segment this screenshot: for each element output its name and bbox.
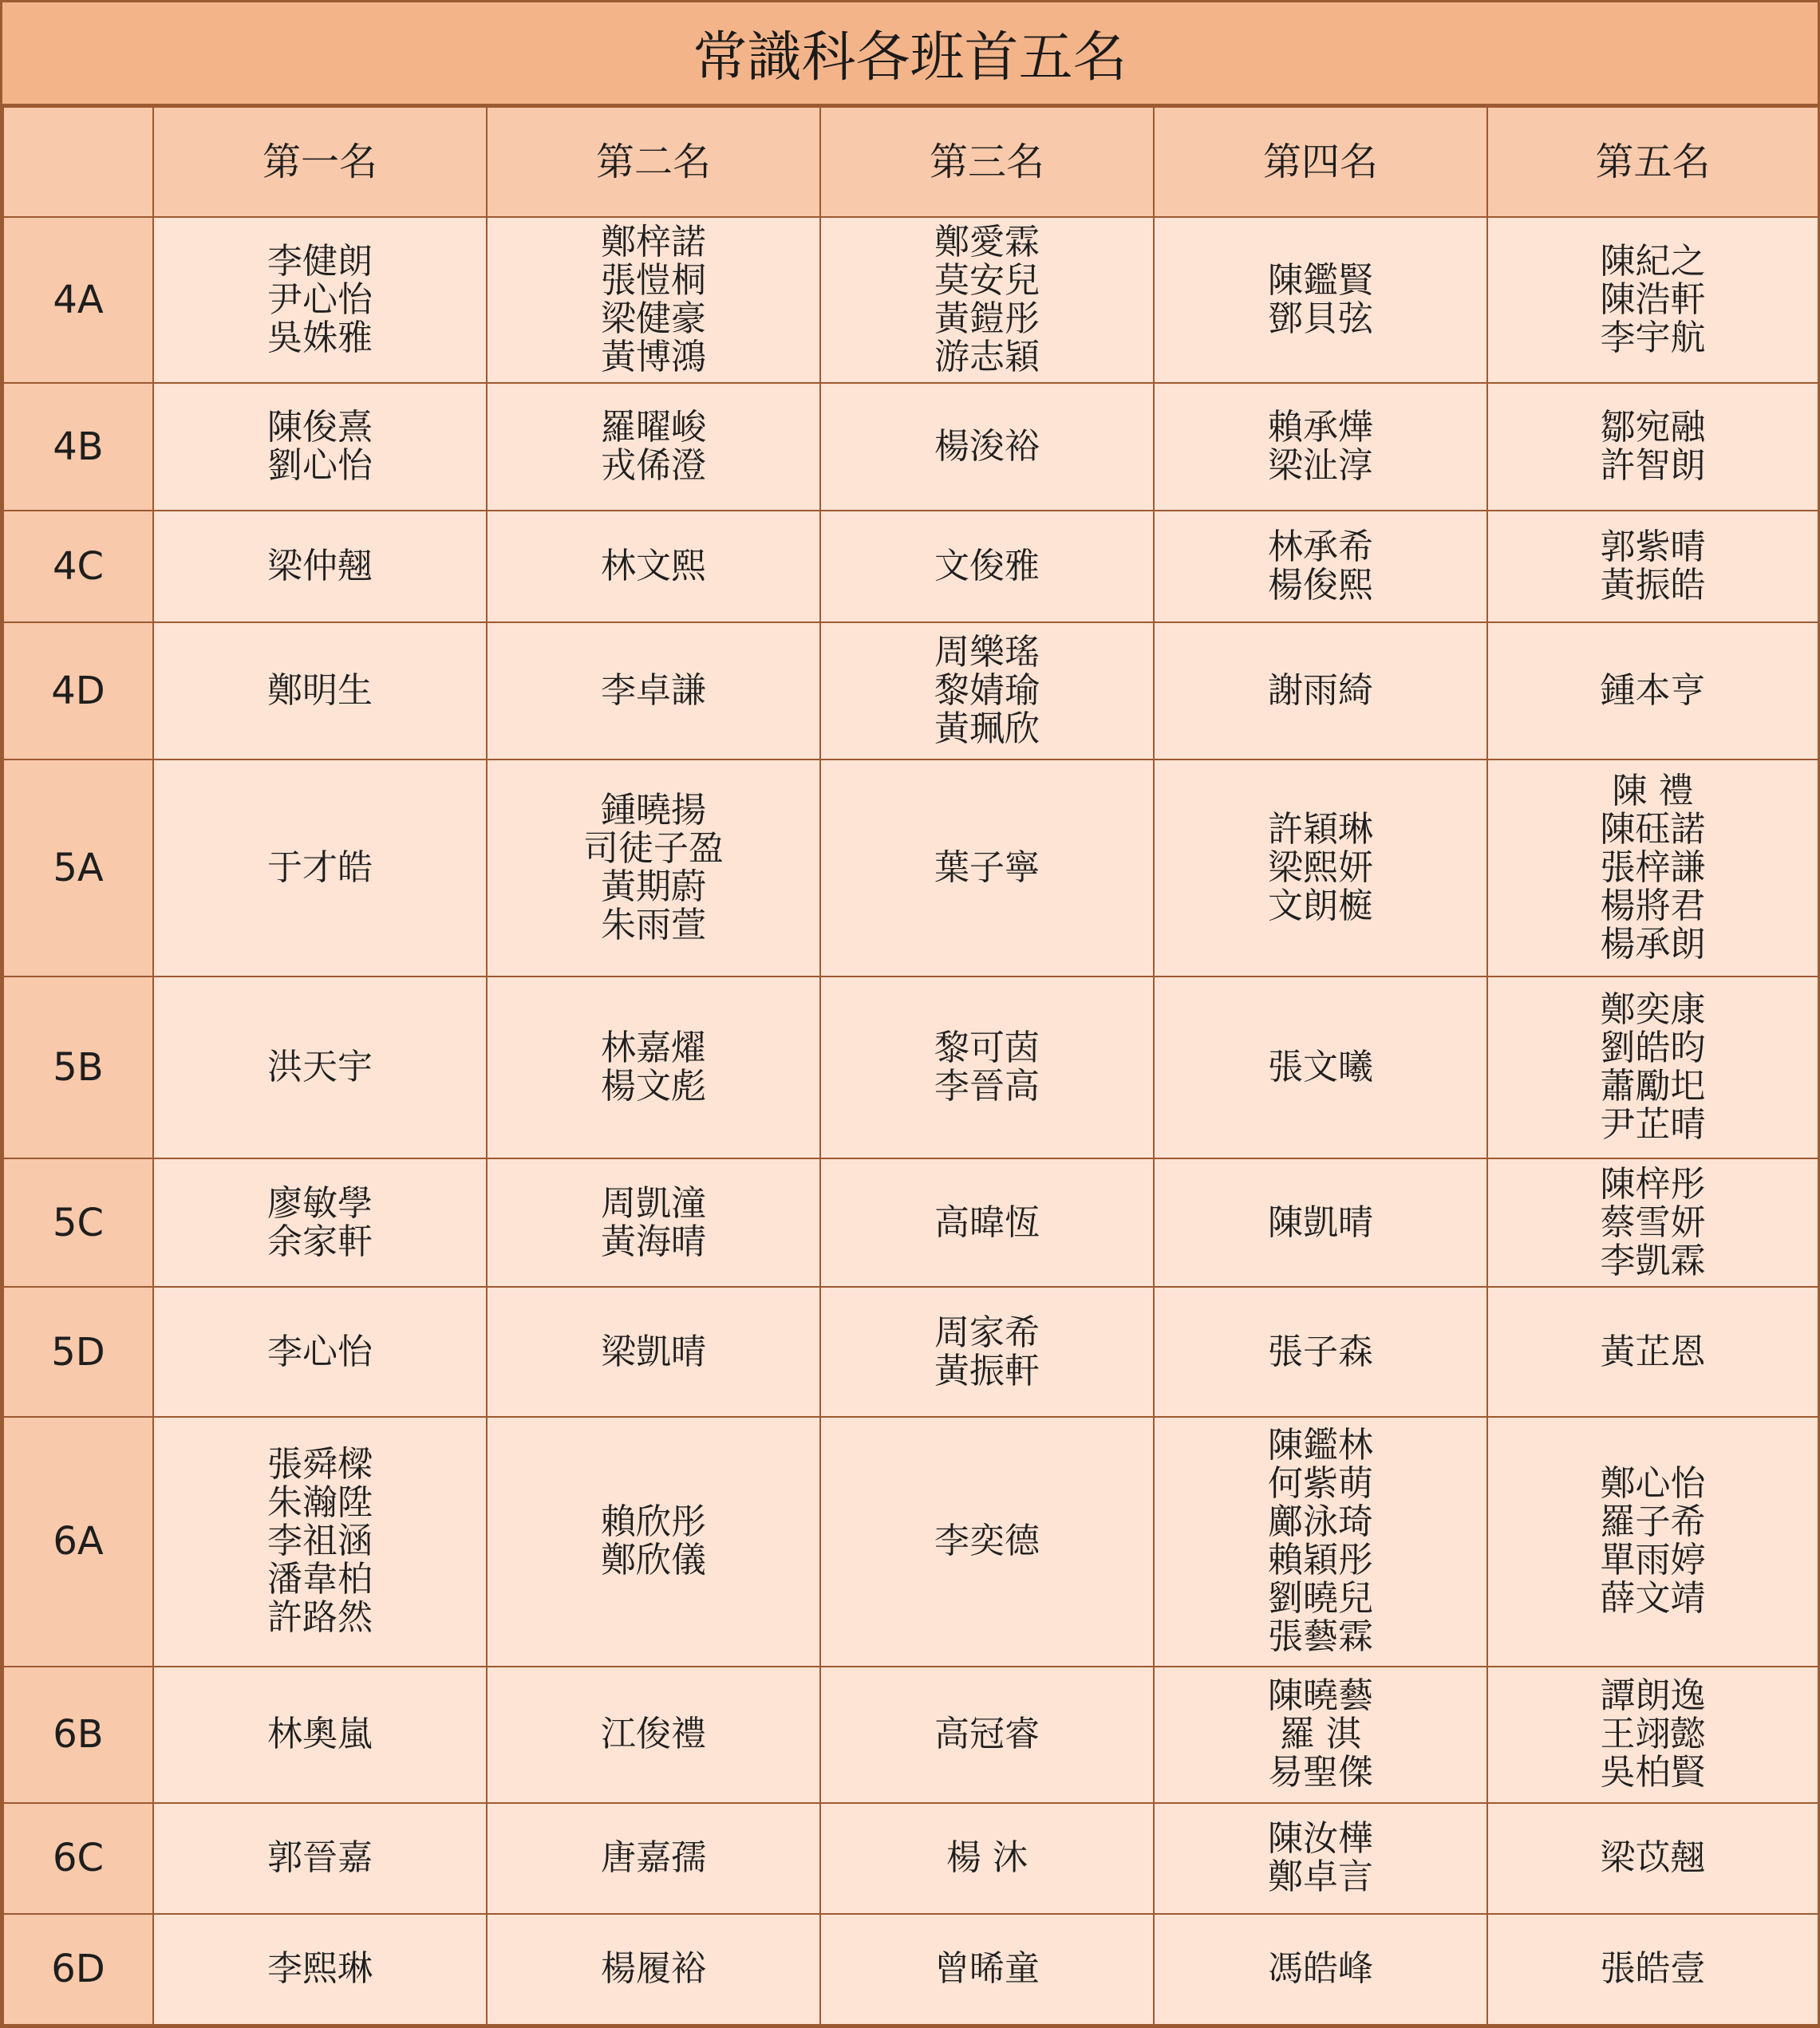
student-name: 李健朗 — [267, 241, 373, 282]
student-name: 文朗榳 — [1268, 885, 1373, 926]
student-name: 文俊雅 — [934, 545, 1040, 586]
student-name-list — [601, 223, 706, 377]
rank-cell — [487, 622, 820, 760]
student-name-list — [1268, 408, 1373, 485]
rank-cell — [1487, 1803, 1818, 1914]
rank-cell — [820, 383, 1154, 511]
rank-cell — [1154, 1914, 1487, 2025]
student-name: 陳 禮 — [1612, 770, 1694, 811]
student-name-list — [934, 1314, 1040, 1391]
column-header: 第五名 — [1487, 107, 1818, 217]
student-name: 劉曉兒 — [1268, 1578, 1373, 1620]
rank-cell — [1487, 622, 1818, 760]
student-name: 羅子希 — [1600, 1501, 1706, 1543]
student-name: 張愷桐 — [601, 260, 706, 302]
student-name: 吳姝雅 — [267, 318, 373, 359]
table-row — [3, 1287, 1818, 1417]
student-name: 劉皓昀 — [1600, 1027, 1706, 1068]
rank-cell — [820, 622, 1154, 760]
student-name: 高冠睿 — [934, 1714, 1040, 1755]
rank-cell — [487, 1417, 820, 1666]
rank-cell — [820, 977, 1154, 1158]
student-name: 李晉高 — [934, 1065, 1040, 1107]
student-name: 廖敏學 — [267, 1182, 373, 1224]
table-row — [3, 1417, 1818, 1666]
student-name: 黃期蔚 — [601, 866, 706, 907]
student-name: 楊承朗 — [1600, 923, 1706, 965]
rank-cell — [487, 1667, 820, 1803]
student-name: 周凱潼 — [601, 1182, 706, 1224]
class-label: 5B — [3, 977, 153, 1158]
student-name-list — [267, 408, 373, 485]
class-label: 4D — [3, 622, 153, 760]
student-name: 張文曦 — [1268, 1046, 1373, 1087]
rank-cell — [1154, 1158, 1487, 1287]
rank-cell — [153, 977, 487, 1158]
rank-cell — [1487, 1914, 1818, 2025]
rank-cell — [1154, 1803, 1487, 1914]
student-name: 黎可茵 — [934, 1027, 1040, 1068]
student-name-list — [1268, 1950, 1373, 1988]
student-name: 黃珮欣 — [934, 708, 1040, 749]
student-name-list — [1601, 1950, 1706, 1988]
student-name: 游志穎 — [934, 337, 1040, 378]
rank-cell — [487, 1803, 820, 1914]
student-name-list — [934, 1715, 1040, 1754]
page-title: 常識科各班首五名 — [2, 2, 1818, 106]
rank-cell — [1487, 511, 1818, 621]
student-name: 黎婧瑜 — [934, 669, 1040, 711]
student-name: 謝雨綺 — [1268, 669, 1373, 711]
student-name: 楊履裕 — [601, 1948, 706, 1990]
student-name: 陳鑑賢 — [1268, 260, 1373, 302]
class-label: 4B — [3, 383, 153, 511]
student-name: 黃振軒 — [934, 1350, 1040, 1391]
student-name-list — [267, 1715, 373, 1754]
rank-cell — [1487, 1667, 1818, 1803]
student-name-list — [1268, 1048, 1373, 1087]
student-name: 黃芷恩 — [1600, 1331, 1706, 1372]
student-name: 朱雨萱 — [601, 904, 706, 945]
student-name: 賴承燁 — [1268, 407, 1373, 448]
student-name: 張子森 — [1268, 1331, 1373, 1372]
rank-cell — [1154, 511, 1487, 621]
student-name-list — [267, 846, 373, 888]
student-name: 鄭卓言 — [1268, 1856, 1373, 1898]
student-name: 朱瀚陞 — [267, 1482, 373, 1524]
student-name-list — [934, 547, 1040, 586]
student-name: 許穎琳 — [1268, 808, 1373, 850]
student-name: 李凱霖 — [1600, 1240, 1706, 1281]
student-name: 黃博鴻 — [601, 337, 706, 378]
student-name: 蕭勵圯 — [1600, 1065, 1706, 1107]
student-name-list — [601, 547, 706, 586]
column-header: 第一名 — [153, 107, 487, 217]
student-name-list — [934, 1029, 1040, 1106]
table-row — [3, 217, 1818, 383]
student-name: 吳柏賢 — [1600, 1752, 1706, 1793]
student-name: 梁沚淳 — [1268, 445, 1373, 487]
rank-cell — [1154, 1417, 1487, 1666]
student-name-list — [601, 1950, 706, 1988]
student-name: 李宇航 — [1600, 318, 1706, 359]
class-label: 5C — [3, 1158, 153, 1287]
rank-cell — [487, 1914, 820, 2025]
student-name: 林文熙 — [601, 545, 706, 586]
student-name: 王翊懿 — [1600, 1714, 1706, 1755]
student-name: 羅曜峻 — [601, 407, 706, 448]
rank-cell — [820, 760, 1154, 977]
student-name: 林奧嵐 — [267, 1714, 373, 1755]
student-name: 葉子寧 — [934, 846, 1040, 888]
student-name: 尹芷晴 — [1600, 1103, 1706, 1145]
student-name: 梁熙妍 — [1268, 846, 1373, 888]
student-name-list — [934, 1950, 1040, 1988]
student-name: 陳浩軒 — [1600, 279, 1706, 321]
class-label: 6A — [3, 1417, 153, 1666]
student-name-list — [267, 1950, 373, 1988]
student-name-list — [1268, 1201, 1373, 1243]
student-name-list — [934, 633, 1040, 748]
student-name: 鍾曉揚 — [601, 789, 706, 831]
student-name-list — [1268, 808, 1373, 926]
rank-cell — [820, 217, 1154, 383]
student-name: 梁仲翹 — [267, 545, 373, 586]
rank-cell — [820, 511, 1154, 621]
student-name: 梁苡翹 — [1600, 1837, 1706, 1879]
student-name: 楊浚裕 — [934, 426, 1040, 468]
student-name-list — [1268, 262, 1373, 338]
rank-cell — [1154, 1667, 1487, 1803]
student-name-list — [1600, 988, 1706, 1145]
student-name: 江俊禮 — [601, 1714, 706, 1755]
rank-cell — [487, 760, 820, 977]
header-corner-cell — [3, 107, 153, 217]
rank-cell — [487, 1287, 820, 1417]
student-name: 李祖涵 — [267, 1521, 373, 1562]
student-name: 曾晞童 — [934, 1948, 1040, 1990]
rank-cell — [1487, 217, 1818, 383]
student-name: 鄭欣儀 — [601, 1540, 706, 1581]
rank-cell — [153, 383, 487, 511]
student-name: 郭紫晴 — [1600, 526, 1706, 567]
student-name-list — [601, 408, 706, 485]
student-name: 陳鑑林 — [1268, 1425, 1373, 1466]
student-name-list — [583, 791, 724, 945]
rank-cell — [153, 1417, 487, 1666]
student-name: 李心怡 — [267, 1331, 373, 1372]
student-name: 單雨婷 — [1600, 1540, 1706, 1581]
student-name: 張舜樑 — [267, 1444, 373, 1485]
rank-cell — [487, 217, 820, 383]
student-name: 鄧貝弦 — [1268, 298, 1373, 340]
rank-cell — [1154, 217, 1487, 383]
student-name: 司徒子盈 — [583, 827, 724, 869]
student-name-list — [601, 1715, 706, 1754]
student-name-list — [267, 243, 373, 357]
student-name: 陳汝樺 — [1268, 1818, 1373, 1860]
student-name-list — [267, 1839, 373, 1877]
student-name: 陳曉藝 — [1268, 1675, 1373, 1717]
student-name: 戎俙澄 — [601, 445, 706, 487]
student-name-list — [1268, 1333, 1373, 1371]
student-name: 鄭梓諾 — [601, 222, 706, 263]
student-name: 陳俊熹 — [267, 407, 373, 448]
rank-cell — [153, 511, 487, 621]
table-row — [3, 511, 1818, 621]
student-name: 何紫萌 — [1268, 1463, 1373, 1505]
rank-cell — [487, 977, 820, 1158]
student-name: 賴欣彤 — [601, 1501, 706, 1543]
ranking-table-body — [3, 107, 1818, 2025]
rank-cell — [820, 1417, 1154, 1666]
student-name: 蔡雪妍 — [1600, 1201, 1706, 1243]
student-name-list — [1268, 1820, 1373, 1896]
class-label: 4C — [3, 511, 153, 621]
student-name-list — [267, 547, 373, 586]
rank-cell — [1154, 622, 1487, 760]
student-name: 薛文靖 — [1600, 1578, 1706, 1620]
student-name: 鄭心怡 — [1600, 1463, 1706, 1505]
table-row — [3, 383, 1818, 511]
student-name: 張梓謙 — [1600, 846, 1706, 888]
class-label: 6B — [3, 1667, 153, 1803]
column-header: 第二名 — [487, 107, 820, 217]
rank-cell — [487, 1158, 820, 1287]
rank-cell — [153, 1667, 487, 1803]
student-name: 潘韋柏 — [267, 1559, 373, 1600]
student-name-list — [934, 223, 1040, 377]
rank-cell — [820, 1667, 1154, 1803]
table-row — [3, 1803, 1818, 1914]
student-name-list — [1601, 1465, 1706, 1618]
student-name-list — [1600, 1163, 1706, 1281]
class-label: 6C — [3, 1803, 153, 1914]
student-name: 周家希 — [934, 1312, 1040, 1353]
student-name: 高暐恆 — [934, 1201, 1040, 1243]
table-row — [3, 1667, 1818, 1803]
student-name: 李卓謙 — [601, 669, 706, 711]
rank-cell — [153, 1914, 487, 2025]
student-name: 鄒宛融 — [1600, 407, 1706, 448]
student-name: 陳紀之 — [1600, 241, 1706, 282]
student-name: 楊將君 — [1600, 885, 1706, 926]
table-row — [3, 760, 1818, 977]
student-name: 鄭明生 — [267, 669, 373, 711]
student-name-list — [601, 1182, 706, 1262]
class-label: 5A — [3, 760, 153, 977]
student-name: 張藝霖 — [1268, 1616, 1373, 1658]
student-name: 許智朗 — [1600, 445, 1706, 487]
rank-cell — [153, 1803, 487, 1914]
class-label: 4A — [3, 217, 153, 383]
student-name-list — [1601, 243, 1706, 357]
student-name-list — [1268, 669, 1373, 711]
rank-cell — [153, 760, 487, 977]
student-name-list — [934, 1201, 1040, 1243]
student-name: 陳梓彤 — [1600, 1163, 1706, 1205]
rank-cell — [820, 1803, 1154, 1914]
table-row — [3, 977, 1818, 1158]
rank-cell — [153, 217, 487, 383]
student-name-list — [1601, 1677, 1706, 1792]
student-name: 黃振皓 — [1600, 564, 1706, 606]
rank-cell — [1487, 383, 1818, 511]
student-name-list — [1601, 1839, 1706, 1877]
student-name-list — [601, 1029, 706, 1106]
rank-cell — [153, 622, 487, 760]
student-name-list — [934, 846, 1040, 888]
table-row — [3, 622, 1818, 760]
student-name: 林承希 — [1268, 526, 1373, 567]
rank-cell — [1154, 1287, 1487, 1417]
student-name: 鍾本亨 — [1600, 669, 1706, 711]
rank-cell — [1154, 383, 1487, 511]
student-name: 許路然 — [267, 1597, 373, 1639]
rank-cell — [820, 1287, 1154, 1417]
header-row — [3, 107, 1818, 217]
student-name-list — [1601, 528, 1706, 605]
student-name-list — [1600, 669, 1706, 711]
student-name-list — [267, 1048, 373, 1087]
student-name-list — [601, 669, 706, 711]
student-name: 林嘉燿 — [601, 1027, 706, 1068]
student-name-list — [1268, 528, 1373, 605]
student-name: 洪天宇 — [267, 1046, 373, 1087]
rank-cell — [820, 1914, 1154, 2025]
student-name: 于才皓 — [267, 846, 373, 888]
rank-cell — [1487, 977, 1818, 1158]
student-name: 馮皓峰 — [1268, 1948, 1373, 1990]
student-name-list — [934, 428, 1040, 466]
ranking-table — [2, 106, 1819, 2026]
student-name: 黃海晴 — [601, 1221, 706, 1262]
student-name-list — [946, 1839, 1028, 1877]
student-name-list — [267, 669, 373, 711]
student-name: 鄭奕康 — [1600, 988, 1706, 1030]
table-row — [3, 1914, 1818, 2025]
student-name-list — [1268, 1426, 1373, 1656]
student-name: 羅 淇 — [1280, 1714, 1361, 1755]
student-name-list — [267, 1182, 373, 1262]
student-name-list — [1601, 408, 1706, 485]
class-label: 5D — [3, 1287, 153, 1417]
student-name: 張皓壹 — [1600, 1948, 1706, 1990]
rank-cell — [1487, 1417, 1818, 1666]
student-name: 莫安兒 — [934, 260, 1040, 302]
rank-cell — [487, 383, 820, 511]
student-name-list — [1601, 772, 1706, 964]
student-name: 唐嘉孺 — [601, 1837, 706, 1879]
student-name: 楊俊熙 — [1268, 564, 1373, 606]
student-name: 尹心怡 — [267, 279, 373, 321]
student-name: 賴穎彤 — [1268, 1540, 1373, 1581]
student-name: 劉心怡 — [267, 445, 373, 487]
rank-cell — [487, 511, 820, 621]
student-name: 梁凱晴 — [601, 1331, 706, 1372]
student-name-list — [1601, 1333, 1706, 1371]
student-name: 黃鎧彤 — [934, 298, 1040, 340]
rank-cell — [153, 1287, 487, 1417]
column-header: 第三名 — [820, 107, 1154, 217]
student-name: 楊文彪 — [601, 1065, 706, 1107]
column-header: 第四名 — [1154, 107, 1487, 217]
student-name: 譚朗逸 — [1600, 1675, 1706, 1717]
student-name-list — [267, 1446, 373, 1637]
student-name-list — [601, 1839, 706, 1877]
student-name-list — [1268, 1677, 1373, 1792]
student-name: 郭晉嘉 — [267, 1837, 373, 1879]
student-name-list — [601, 1503, 706, 1580]
student-name: 李奕德 — [934, 1521, 1040, 1562]
rank-cell — [1487, 1158, 1818, 1287]
student-name: 陳砡諾 — [1600, 808, 1706, 850]
rank-cell — [1487, 760, 1818, 977]
rank-cell — [1487, 1287, 1818, 1417]
student-name: 易聖傑 — [1268, 1752, 1373, 1793]
student-name: 李熙琳 — [267, 1948, 373, 1990]
student-name-list — [934, 1522, 1040, 1560]
student-name: 楊 沐 — [946, 1837, 1028, 1879]
student-name: 周樂瑤 — [934, 631, 1040, 673]
student-name: 余家軒 — [267, 1221, 373, 1262]
student-name-list — [601, 1333, 706, 1371]
rank-cell — [153, 1158, 487, 1287]
class-label: 6D — [3, 1914, 153, 2025]
rank-cell — [1154, 977, 1487, 1158]
table-row — [3, 1158, 1818, 1287]
rank-cell — [1154, 760, 1487, 977]
student-name: 梁健豪 — [601, 298, 706, 340]
student-name: 陳凱晴 — [1268, 1201, 1373, 1243]
student-name: 鄭愛霖 — [934, 222, 1040, 263]
student-name: 鄺泳琦 — [1268, 1501, 1373, 1543]
rank-cell — [820, 1158, 1154, 1287]
student-name-list — [267, 1333, 373, 1371]
